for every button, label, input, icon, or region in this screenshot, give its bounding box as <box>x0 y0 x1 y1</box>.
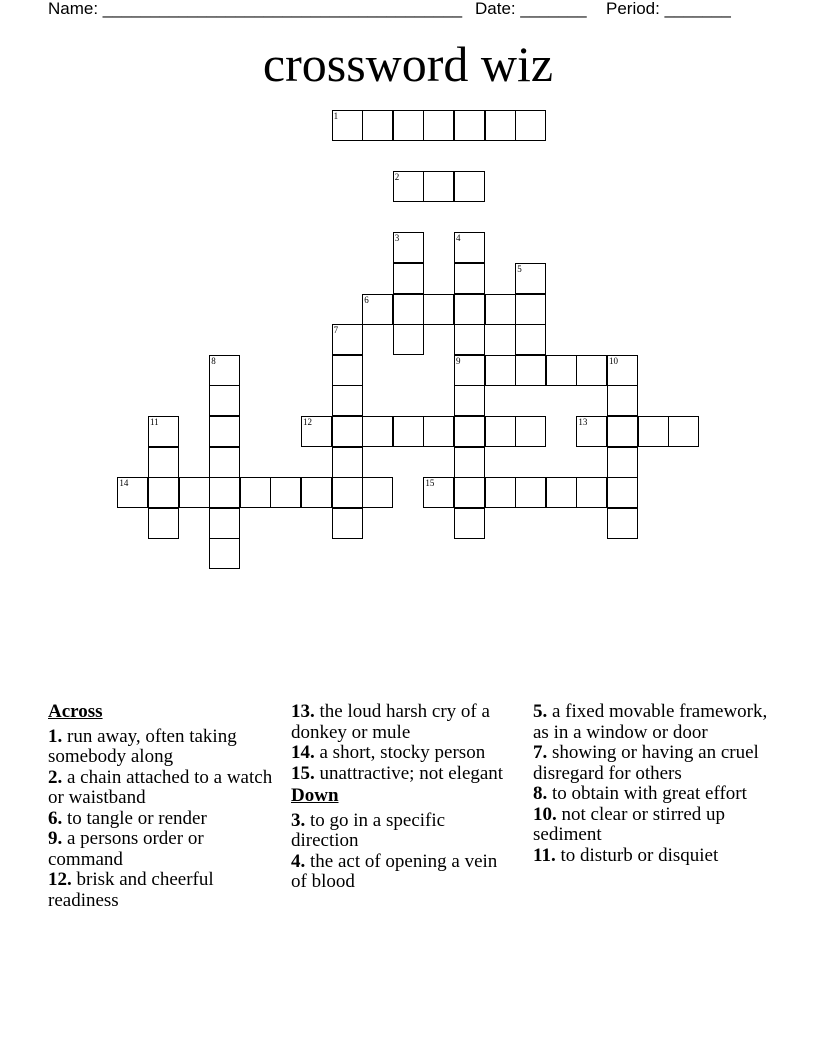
clue-text: to tangle or render <box>62 807 207 829</box>
grid-cell[interactable] <box>332 508 363 539</box>
cell-number: 9 <box>456 355 461 366</box>
across-clue-15 <box>291 764 516 785</box>
cell-number: 11 <box>150 417 159 427</box>
grid-cell[interactable] <box>485 416 516 447</box>
name-field-label: Name: ______________________________________ <box>48 0 463 18</box>
clue-number: 3. <box>291 809 306 831</box>
grid-cell[interactable] <box>393 416 424 447</box>
grid-cell[interactable] <box>332 355 363 386</box>
clue-text: to go in a specific direction <box>291 809 446 851</box>
clue-text: the act of opening a vein of blood <box>291 850 498 892</box>
clues-column-1 <box>48 702 273 911</box>
grid-cell[interactable] <box>423 477 454 508</box>
grid-cell[interactable] <box>454 355 485 386</box>
grid-cell[interactable] <box>393 171 424 202</box>
grid-cell[interactable] <box>209 416 240 447</box>
grid-cell[interactable] <box>362 477 393 508</box>
grid-cell[interactable] <box>576 477 607 508</box>
grid-cell[interactable] <box>515 110 546 141</box>
grid-cell[interactable] <box>485 110 516 141</box>
across-clue-1 <box>48 727 273 768</box>
grid-cell[interactable] <box>515 416 546 447</box>
across-clue-12 <box>48 870 273 911</box>
grid-cell[interactable] <box>515 355 546 386</box>
grid-cell[interactable] <box>301 477 332 508</box>
cell-number: 3 <box>394 233 400 244</box>
down-clue-5 <box>533 702 773 743</box>
cell-number: 15 <box>425 478 435 489</box>
date-field-label: Date: _______ <box>475 0 587 18</box>
clue-text: a fixed movable framework, as in a window or door <box>533 701 768 743</box>
grid-cell[interactable] <box>332 477 363 508</box>
clue-number: 6. <box>48 807 63 829</box>
cell-number: 12 <box>303 417 312 427</box>
grid-cell[interactable] <box>423 294 454 325</box>
clue-number: 4. <box>291 850 306 872</box>
grid-cell[interactable] <box>576 355 607 386</box>
grid-cell[interactable] <box>454 324 485 355</box>
clue-number: 11. <box>533 844 556 866</box>
clue-text: a short, stocky person <box>314 742 486 763</box>
down-clue-3 <box>291 811 516 852</box>
clue-number: 14. <box>291 742 315 763</box>
clue-text: the loud harsh cry of a donkey or mule <box>291 701 490 743</box>
cell-number: 7 <box>333 325 339 336</box>
grid-cell[interactable] <box>209 385 240 416</box>
grid-cell[interactable] <box>209 538 240 569</box>
grid-cell[interactable] <box>607 416 638 447</box>
down-clue-4 <box>291 852 516 893</box>
grid-cell[interactable] <box>423 110 454 141</box>
grid-cell[interactable] <box>454 385 485 416</box>
grid-cell[interactable] <box>454 110 485 141</box>
cell-number: 13 <box>578 417 588 427</box>
down-clue-7 <box>533 743 773 784</box>
grid-cell[interactable] <box>179 477 210 508</box>
across-clue-9 <box>48 829 273 870</box>
grid-cell[interactable] <box>668 416 699 447</box>
grid-cell[interactable] <box>393 110 424 141</box>
grid-cell[interactable] <box>454 508 485 539</box>
grid-cell[interactable] <box>454 232 485 263</box>
grid-cell[interactable] <box>515 324 546 355</box>
clue-number: 5. <box>533 701 548 722</box>
across-clue-6 <box>48 809 273 830</box>
cell-number: 6 <box>364 294 369 305</box>
clue-number: 12. <box>48 869 72 890</box>
grid-cell[interactable] <box>423 416 454 447</box>
down-clue-10 <box>533 805 773 846</box>
grid-cell[interactable] <box>607 355 638 386</box>
grid-cell[interactable] <box>209 355 240 386</box>
grid-cell[interactable] <box>332 385 363 416</box>
across-clue-2 <box>48 768 273 809</box>
grid-cell[interactable] <box>485 477 516 508</box>
clue-text: run away, often taking somebody along <box>48 725 237 767</box>
clue-text: showing or having an cruel disregard for others <box>533 742 759 784</box>
clue-text: unattractive; not elegant <box>314 762 504 784</box>
grid-cell[interactable] <box>607 447 638 478</box>
grid-cell[interactable] <box>485 294 516 325</box>
grid-cell[interactable] <box>393 232 424 263</box>
grid-cell[interactable] <box>454 447 485 478</box>
grid-cell[interactable] <box>332 324 363 355</box>
grid-cell[interactable] <box>148 477 179 508</box>
clue-number: 8. <box>533 783 548 804</box>
clue-number: 2. <box>48 766 63 788</box>
grid-cell[interactable] <box>209 447 240 478</box>
grid-cell[interactable] <box>209 508 240 539</box>
clue-text: brisk and cheerful readiness <box>48 869 214 911</box>
grid-cell[interactable] <box>393 294 424 325</box>
across-clue-13 <box>291 702 516 743</box>
cell-number: 14 <box>119 478 129 489</box>
grid-cell[interactable] <box>423 171 454 202</box>
grid-cell[interactable] <box>485 355 516 386</box>
down-clue-8 <box>533 784 773 805</box>
grid-cell[interactable] <box>393 263 424 294</box>
clue-number: 15. <box>291 762 315 784</box>
clue-number: 7. <box>533 742 548 763</box>
grid-cell[interactable] <box>607 477 638 508</box>
cell-number: 2 <box>394 172 400 183</box>
grid-cell[interactable] <box>515 263 546 294</box>
grid-cell[interactable] <box>148 508 179 539</box>
clue-number: 10. <box>533 803 557 825</box>
grid-cell[interactable] <box>240 477 271 508</box>
cell-number: 4 <box>456 233 461 244</box>
clue-text: a persons order or command <box>48 828 204 870</box>
grid-cell[interactable] <box>546 355 577 386</box>
grid-cell[interactable] <box>332 416 363 447</box>
grid-cell[interactable] <box>332 110 363 141</box>
grid-cell[interactable] <box>515 294 546 325</box>
grid-cell[interactable] <box>515 477 546 508</box>
grid-cell[interactable] <box>301 416 332 447</box>
cell-number: 10 <box>609 355 618 366</box>
grid-cell[interactable] <box>148 416 179 447</box>
clues-column-3 <box>533 702 773 866</box>
grid-cell[interactable] <box>454 171 485 202</box>
cell-number: 8 <box>211 355 216 366</box>
grid-cell[interactable] <box>638 416 669 447</box>
grid-cell[interactable] <box>546 477 577 508</box>
grid-cell[interactable] <box>332 447 363 478</box>
clue-text: a chain attached to a watch or waistband <box>48 766 273 808</box>
cell-number: 1 <box>333 111 339 121</box>
grid-cell[interactable] <box>362 110 393 141</box>
across-clue-14 <box>291 743 516 764</box>
clue-number: 9. <box>48 828 63 849</box>
clue-number: 1. <box>48 725 63 747</box>
grid-cell[interactable] <box>270 477 301 508</box>
grid-cell[interactable] <box>209 477 240 508</box>
grid-cell[interactable] <box>362 294 393 325</box>
grid-cell[interactable] <box>117 477 148 508</box>
page-title: crossword wiz <box>262 36 554 92</box>
grid-cell[interactable] <box>393 324 424 355</box>
grid-cell[interactable] <box>607 508 638 539</box>
period-field-label: Period: _______ <box>606 0 731 18</box>
clues-column-2 <box>291 702 516 893</box>
clue-number: 13. <box>291 701 315 722</box>
grid-cell[interactable] <box>454 263 485 294</box>
clue-text: to obtain with great effort <box>547 783 747 804</box>
across-heading: Across <box>48 701 103 722</box>
down-clue-11 <box>533 846 773 867</box>
clue-text: to disturb or disquiet <box>555 844 719 866</box>
clue-text: not clear or stirred up sediment <box>533 803 726 845</box>
grid-cell[interactable] <box>362 416 393 447</box>
grid-cell[interactable] <box>148 447 179 478</box>
grid-cell[interactable] <box>607 385 638 416</box>
down-heading: Down <box>291 785 339 806</box>
grid-cell[interactable] <box>576 416 607 447</box>
grid-cell[interactable] <box>454 294 485 325</box>
grid-cell[interactable] <box>454 416 485 447</box>
grid-cell[interactable] <box>454 477 485 508</box>
cell-number: 5 <box>517 264 522 274</box>
